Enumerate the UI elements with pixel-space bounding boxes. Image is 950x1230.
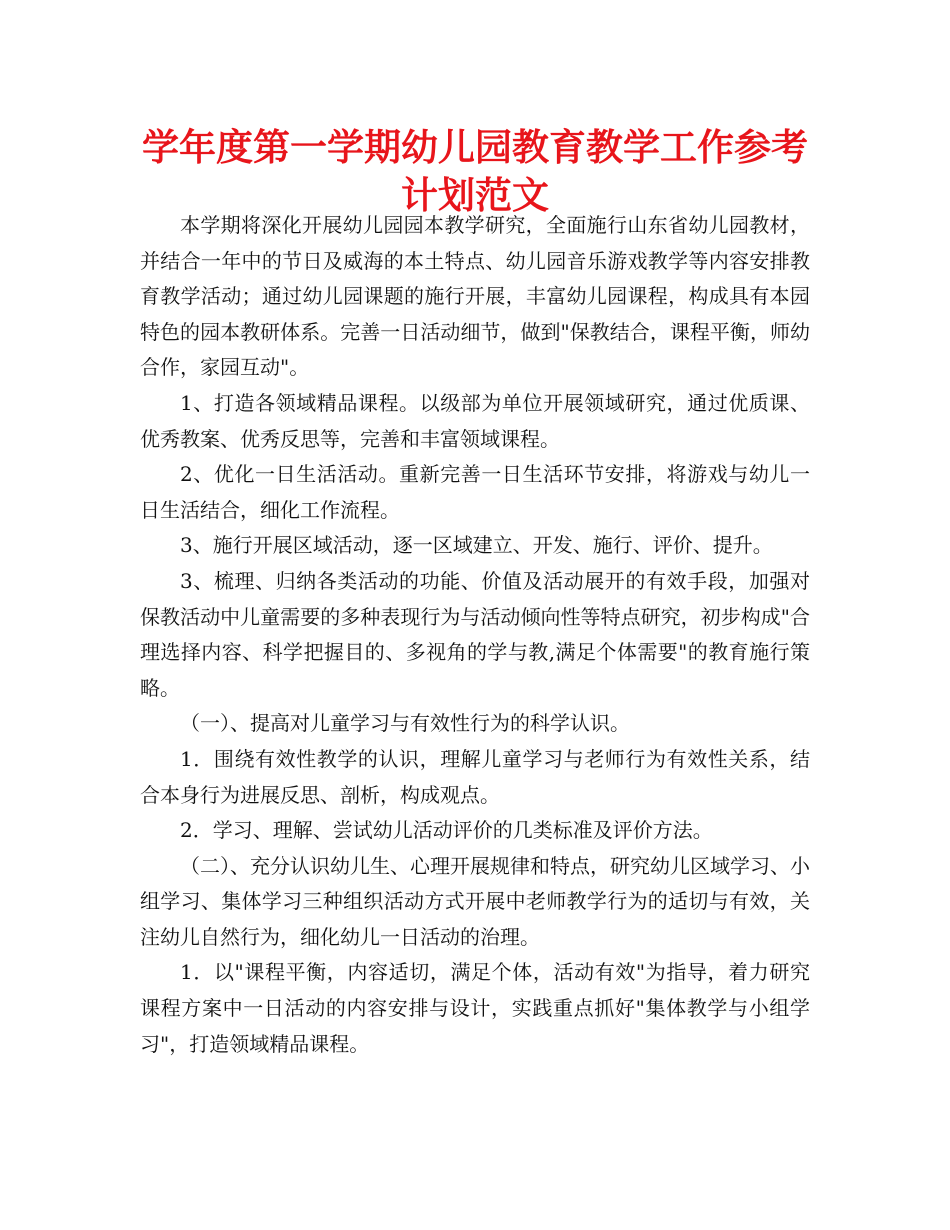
document-title: 学年度第一学期幼儿园教育教学工作参考计划范文 (142, 126, 808, 217)
section-heading-1: （一）、提高对儿童学习与有效性行为的科学认识。 (180, 711, 630, 736)
paragraph-intro: 本学期将深化开展幼儿园园本教学研究，全面施行山东省幼儿园教材，并结合一年中的节日及威海的本土特点、幼儿园音乐游戏教学等内容安排教育教学活动；通过幼儿园课题的施行开展，丰富幼儿园课程，构成具有本园特色的园本教研体系。完善一日活动细节，做到"保教结合，课程平衡，师幼合作，家园互动"。 (140, 213, 810, 380)
section-heading-2: （二）、充分认识幼儿生、心理开展规律和特点，研究幼儿区域学习、小组学习、集体学习三种组织活动方式开展中老师教学行为的适切与有效，关注幼儿自然行为，细化幼儿一日活动的治理。 (140, 853, 810, 949)
document-body (140, 208, 810, 1062)
paragraph-item-2: 2、优化一日生活活动。重新完善一日生活环节安排，将游戏与幼儿一日生活结合，细化工作流程。 (140, 462, 810, 522)
paragraph-item-3a: 3、施行开展区域活动，逐一区域建立、开发、施行、评价、提升。 (180, 533, 773, 558)
paragraph-sub-1-1: 1．围绕有效性教学的认识，理解儿童学习与老师行为有效性关系，结合本身行为进展反思、剖析，构成观点。 (140, 746, 810, 807)
paragraph-sub-1-2: 2．学习、理解、尝试幼儿活动评价的几类标准及评价方法。 (180, 818, 713, 843)
paragraph-sub-2-1: 1．以"课程平衡，内容适切，满足个体，活动有效"为指导，着力研究课程方案中一日活动的内容安排与设计，实践重点抓好"集体教学与小组学习"，打造领域精品课程。 (140, 960, 810, 1056)
paragraph-item-3b: 3、梳理、归纳各类活动的功能、价值及活动展开的有效手段，加强对保教活动中儿童需要的多种表现行为与活动倾向性等特点研究，初步构成"合理选择内容、科学把握目的、多视角的学与教,满足个体需要"的教育施行策略。 (140, 568, 810, 700)
paragraph-item-1: 1、打造各领域精品课程。以级部为单位开展领域研究，通过优质课、优秀教案、优秀反思等，完善和丰富领域课程。 (140, 390, 810, 451)
